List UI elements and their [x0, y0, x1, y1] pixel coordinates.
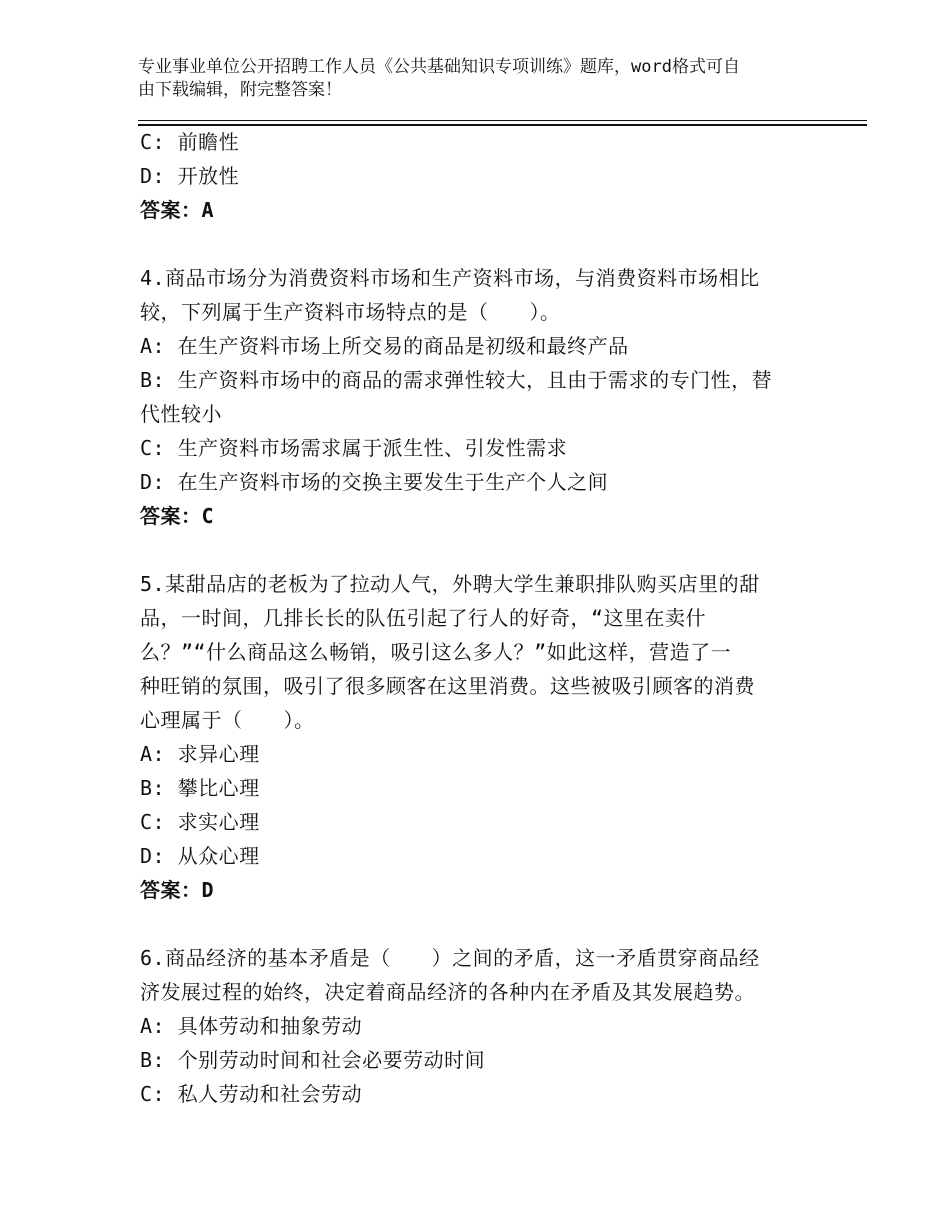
q6-stem-line-2: 济发展过程的始终，决定着商品经济的各种内在矛盾及其发展趋势。	[140, 980, 755, 1004]
q4-option-b-line-1: B: 生产资料市场中的商品的需求弹性较大，且由于需求的专门性，替	[140, 368, 773, 392]
spacer	[140, 227, 810, 261]
q5-stem-line-4: 种旺销的氛围，吸引了很多顾客在这里消费。这些被吸引顾客的消费	[140, 674, 755, 698]
question-6	[140, 941, 810, 1111]
question-5	[140, 567, 810, 907]
spacer	[140, 907, 810, 941]
header-line-2: 由下载编辑，附完整答案！	[138, 80, 342, 100]
q4-stem-line-2: 较，下列属于生产资料市场特点的是（ ）。	[140, 300, 561, 324]
q4-option-d: D: 在生产资料市场的交换主要发生于生产个人之间	[140, 470, 609, 494]
header-divider-thin	[138, 120, 867, 121]
q3-option-d: D: 开放性	[140, 164, 240, 188]
question-3-tail	[140, 125, 810, 227]
q5-option-d: D: 从众心理	[140, 844, 260, 868]
question-4	[140, 261, 810, 533]
q6-option-c: C: 私人劳动和社会劳动	[140, 1082, 363, 1106]
spacer	[140, 533, 810, 567]
q5-stem-line-3: 么？”“什么商品这么畅销，吸引这么多人？”如此这样，营造了一	[140, 640, 732, 664]
q3-option-c: C: 前瞻性	[140, 130, 240, 154]
q4-option-b-line-2: 代性较小	[140, 402, 222, 426]
page-header	[138, 56, 818, 102]
q5-stem-line-2: 品，一时间，几排长长的队伍引起了行人的好奇，“这里在卖什	[140, 606, 707, 630]
q5-option-c: C: 求实心理	[140, 810, 260, 834]
q4-answer: 答案：C	[140, 504, 215, 528]
q5-option-b: B: 攀比心理	[140, 776, 260, 800]
q6-option-a: A: 具体劳动和抽象劳动	[140, 1014, 363, 1038]
q3-answer: 答案：A	[140, 198, 215, 222]
q6-option-b: B: 个别劳动时间和社会必要劳动时间	[140, 1048, 486, 1072]
question-content	[140, 125, 810, 1111]
q5-answer: 答案：D	[140, 878, 215, 902]
header-line-1: 专业事业单位公开招聘工作人员《公共基础知识专项训练》题库，word格式可自	[138, 57, 740, 77]
q4-option-a: A: 在生产资料市场上所交易的商品是初级和最终产品	[140, 334, 629, 358]
q5-stem-line-1: 5.某甜品店的老板为了拉动人气，外聘大学生兼职排队购买店里的甜	[140, 572, 760, 596]
q5-option-a: A: 求异心理	[140, 742, 260, 766]
q5-stem-line-5: 心理属于（ ）。	[140, 708, 315, 732]
q4-option-c: C: 生产资料市场需求属于派生性、引发性需求	[140, 436, 568, 460]
q4-stem-line-1: 4.商品市场分为消费资料市场和生产资料市场，与消费资料市场相比	[140, 266, 760, 290]
q6-stem-line-1: 6.商品经济的基本矛盾是（ ）之间的矛盾，这一矛盾贯穿商品经	[140, 946, 760, 970]
